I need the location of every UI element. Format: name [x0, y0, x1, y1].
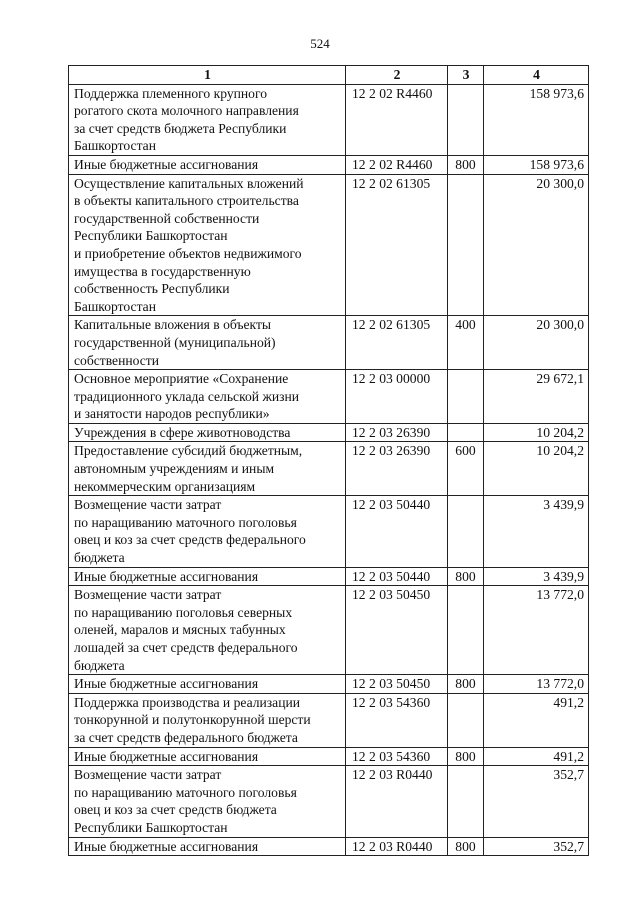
row-kind-cell: 800	[448, 747, 484, 766]
row-kind-cell	[448, 174, 484, 316]
row-kind-cell	[448, 84, 484, 155]
row-name-cell: Иные бюджетные ассигнования	[69, 567, 346, 586]
row-code-cell: 12 2 03 50450	[346, 586, 448, 675]
row-name-cell: Поддержка производства и реализации тонкорунной и полутонкорунной шерсти за счет средств федерального бюджета	[69, 693, 346, 747]
row-kind-cell	[448, 496, 484, 567]
row-code-cell: 12 2 02 R4460	[346, 84, 448, 155]
header-row	[69, 66, 589, 85]
row-code-cell: 12 2 02 61305	[346, 174, 448, 316]
row-code-cell: 12 2 03 R0440	[346, 837, 448, 856]
row-name-cell: Поддержка племенного крупного рогатого скота молочного направления за счет средств бюджета Республики Башкортостан	[69, 84, 346, 155]
row-kind-cell: 800	[448, 155, 484, 174]
row-name-cell: Возмещение части затрат по наращиванию поголовья северных оленей, маралов и мясных табунных лошадей за счет средств федерального бюджета	[69, 586, 346, 675]
row-amount-cell: 10 204,2	[484, 442, 589, 496]
table-row	[69, 496, 589, 567]
row-code-cell: 12 2 03 54360	[346, 747, 448, 766]
row-amount-cell: 20 300,0	[484, 174, 589, 316]
table-row	[69, 586, 589, 675]
row-amount-cell: 158 973,6	[484, 155, 589, 174]
page-number: 524	[310, 36, 330, 51]
row-name-cell: Иные бюджетные ассигнования	[69, 747, 346, 766]
row-amount-cell: 20 300,0	[484, 316, 589, 370]
table-row	[69, 84, 589, 155]
row-name-cell: Иные бюджетные ассигнования	[69, 155, 346, 174]
header-kind-column: 3	[448, 66, 484, 85]
row-name-cell: Осуществление капитальных вложений в объекты капитального строительства государственной собственности Республики Башкортостан и приобретение объектов недвижимого имущества в государственную собственность Республики Башкортостан	[69, 174, 346, 316]
header-amount-column: 4	[484, 66, 589, 85]
table-row	[69, 174, 589, 316]
table-row	[69, 442, 589, 496]
row-code-cell: 12 2 03 50450	[346, 675, 448, 694]
row-amount-cell: 491,2	[484, 693, 589, 747]
table-row	[69, 766, 589, 837]
header-code-column: 2	[346, 66, 448, 85]
row-name-cell: Возмещение части затрат по наращиванию маточного поголовья овец и коз за счет средств бюджета Республики Башкортостан	[69, 766, 346, 837]
table-row	[69, 837, 589, 856]
row-code-cell: 12 2 02 R4460	[346, 155, 448, 174]
row-amount-cell: 352,7	[484, 837, 589, 856]
row-name-cell: Иные бюджетные ассигнования	[69, 675, 346, 694]
row-kind-cell	[448, 586, 484, 675]
row-amount-cell: 3 439,9	[484, 567, 589, 586]
table-row	[69, 567, 589, 586]
row-kind-cell: 800	[448, 567, 484, 586]
row-kind-cell	[448, 693, 484, 747]
row-amount-cell: 29 672,1	[484, 370, 589, 424]
row-amount-cell: 158 973,6	[484, 84, 589, 155]
table-row	[69, 155, 589, 174]
row-name-cell: Предоставление субсидий бюджетным, автономным учреждениям и иным некоммерческим организациям	[69, 442, 346, 496]
row-code-cell: 12 2 03 54360	[346, 693, 448, 747]
table-row	[69, 370, 589, 424]
row-kind-cell	[448, 423, 484, 442]
budget-table	[68, 65, 589, 856]
row-name-cell: Учреждения в сфере животноводства	[69, 423, 346, 442]
row-amount-cell: 13 772,0	[484, 586, 589, 675]
row-name-cell: Возмещение части затрат по наращиванию маточного поголовья овец и коз за счет средств федерального бюджета	[69, 496, 346, 567]
row-code-cell: 12 2 02 61305	[346, 316, 448, 370]
table-row	[69, 747, 589, 766]
table-row	[69, 675, 589, 694]
row-name-cell: Основное мероприятие «Сохранение традиционного уклада сельской жизни и занятости народов республики»	[69, 370, 346, 424]
row-code-cell: 12 2 03 50440	[346, 567, 448, 586]
row-amount-cell: 3 439,9	[484, 496, 589, 567]
table-row	[69, 423, 589, 442]
row-code-cell: 12 2 03 R0440	[346, 766, 448, 837]
row-amount-cell: 13 772,0	[484, 675, 589, 694]
table-row	[69, 316, 589, 370]
row-code-cell: 12 2 03 26390	[346, 423, 448, 442]
row-name-cell: Иные бюджетные ассигнования	[69, 837, 346, 856]
row-name-cell: Капитальные вложения в объекты государственной (муниципальной) собственности	[69, 316, 346, 370]
row-amount-cell: 491,2	[484, 747, 589, 766]
header-name-column: 1	[69, 66, 346, 85]
row-amount-cell: 10 204,2	[484, 423, 589, 442]
row-kind-cell: 400	[448, 316, 484, 370]
row-kind-cell	[448, 370, 484, 424]
row-kind-cell	[448, 766, 484, 837]
row-kind-cell: 800	[448, 837, 484, 856]
row-amount-cell: 352,7	[484, 766, 589, 837]
row-kind-cell: 800	[448, 675, 484, 694]
row-code-cell: 12 2 03 00000	[346, 370, 448, 424]
row-code-cell: 12 2 03 26390	[346, 442, 448, 496]
row-kind-cell: 600	[448, 442, 484, 496]
row-code-cell: 12 2 03 50440	[346, 496, 448, 567]
table-row	[69, 693, 589, 747]
